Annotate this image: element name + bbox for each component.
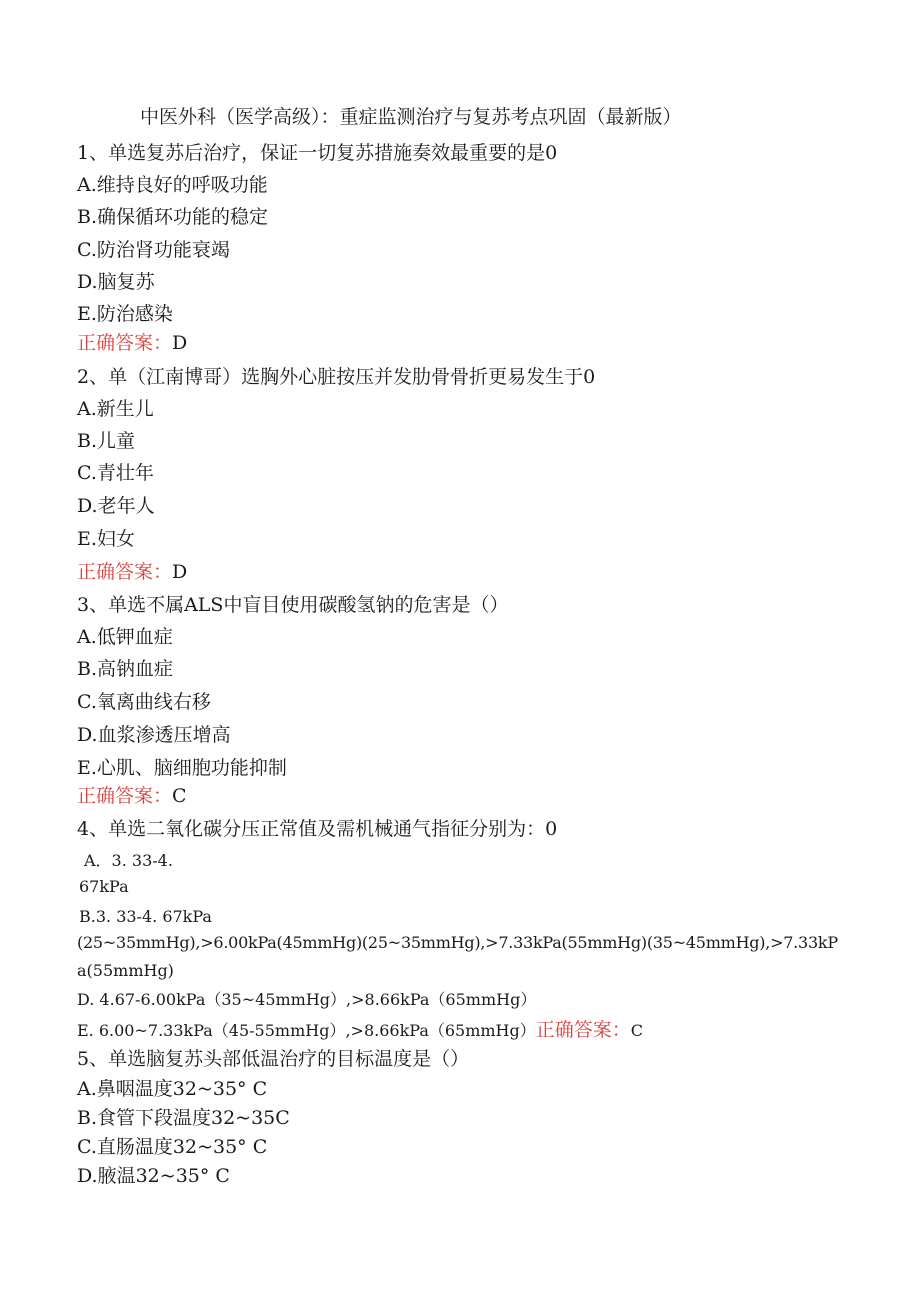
question-5-stem: 5、单选脑复苏头部低温治疗的目标温度是（）: [77, 1048, 470, 1070]
question-2-option-a: A.新生儿: [77, 398, 154, 420]
question-1-option-c: C.防治肾功能衰竭: [77, 239, 230, 261]
answer-value: D: [172, 332, 188, 354]
question-2-stem: 2、单（江南博哥）选胸外心脏按压并发肋骨骨折更易发生于0: [77, 366, 596, 388]
question-4-option-a: A．3. 33-4.: [84, 851, 173, 870]
answer-value: D: [172, 561, 188, 583]
question-1-option-b: B.确保循环功能的稳定: [77, 206, 269, 228]
answer-value: C: [172, 785, 187, 807]
question-4-option-e: [77, 1019, 643, 1042]
option-e-text: E. 6.00~7.33kPa（45-55mmHg）,>8.66kPa（65mmHg）: [77, 1021, 536, 1040]
question-5-option-b: B.食管下段温度32~35C: [77, 1107, 290, 1129]
question-5-option-c: C.直肠温度32~35° C: [77, 1136, 268, 1158]
question-4-option-b-cont: (25~35mmHg),>6.00kPa(45mmHg)(25~35mmHg),>7.33kPa(55mmHg)(35~45mmHg),>7.33kP: [77, 933, 838, 952]
question-4-option-b-cont2: a(55mmHg): [77, 961, 174, 980]
question-3-stem: 3、单选不属ALS中盲目使用碳酸氢钠的危害是（）: [77, 594, 509, 616]
question-3-option-a: A.低钾血症: [77, 626, 173, 648]
question-3-answer: [77, 784, 187, 808]
question-4-option-d: D. 4.67-6.00kPa（35~45mmHg）,>8.66kPa（65mmHg）: [77, 990, 537, 1009]
question-4-stem: 4、单选二氧化碳分压正常值及需机械通气指征分别为：0: [77, 818, 558, 840]
question-2-option-d: D.老年人: [77, 495, 155, 517]
question-1-option-a: A.维持良好的呼吸功能: [77, 174, 268, 196]
question-3-option-c: C.氧离曲线右移: [77, 691, 211, 713]
question-1-option-e: E.防治感染: [77, 303, 173, 325]
answer-label: 正确答案：: [77, 332, 173, 354]
answer-label: 正确答案：: [77, 561, 173, 583]
question-1-option-d: D.脑复苏: [77, 271, 155, 293]
answer-label: 正确答案：: [535, 1019, 631, 1041]
question-4-option-b: B.3. 33-4. 67kPa: [79, 907, 212, 926]
question-3-option-b: B.高钠血症: [77, 658, 174, 680]
page-title: 中医外科（医学高级）：重症监测治疗与复苏考点巩固（最新版）: [140, 106, 682, 128]
question-2-option-e: E.妇女: [77, 528, 135, 550]
question-5-option-a: A.鼻咽温度32~35° C: [77, 1078, 268, 1100]
answer-value: C: [630, 1021, 644, 1040]
question-3-option-d: D.血浆渗透压增高: [77, 724, 231, 746]
question-2-option-c: C.青壮年: [77, 462, 154, 484]
answer-label: 正确答案：: [77, 785, 173, 807]
question-4-option-a-cont: 67kPa: [79, 877, 129, 896]
question-5-option-d: D.腋温32~35° C: [77, 1165, 230, 1187]
question-3-option-e: E.心肌、脑细胞功能抑制: [77, 757, 287, 779]
question-2-option-b: B.儿童: [77, 430, 136, 452]
question-1-answer: [77, 331, 187, 355]
question-2-answer: [77, 560, 187, 584]
question-1-stem: 1、单选复苏后治疗，保证一切复苏措施奏效最重要的是0: [77, 142, 558, 164]
